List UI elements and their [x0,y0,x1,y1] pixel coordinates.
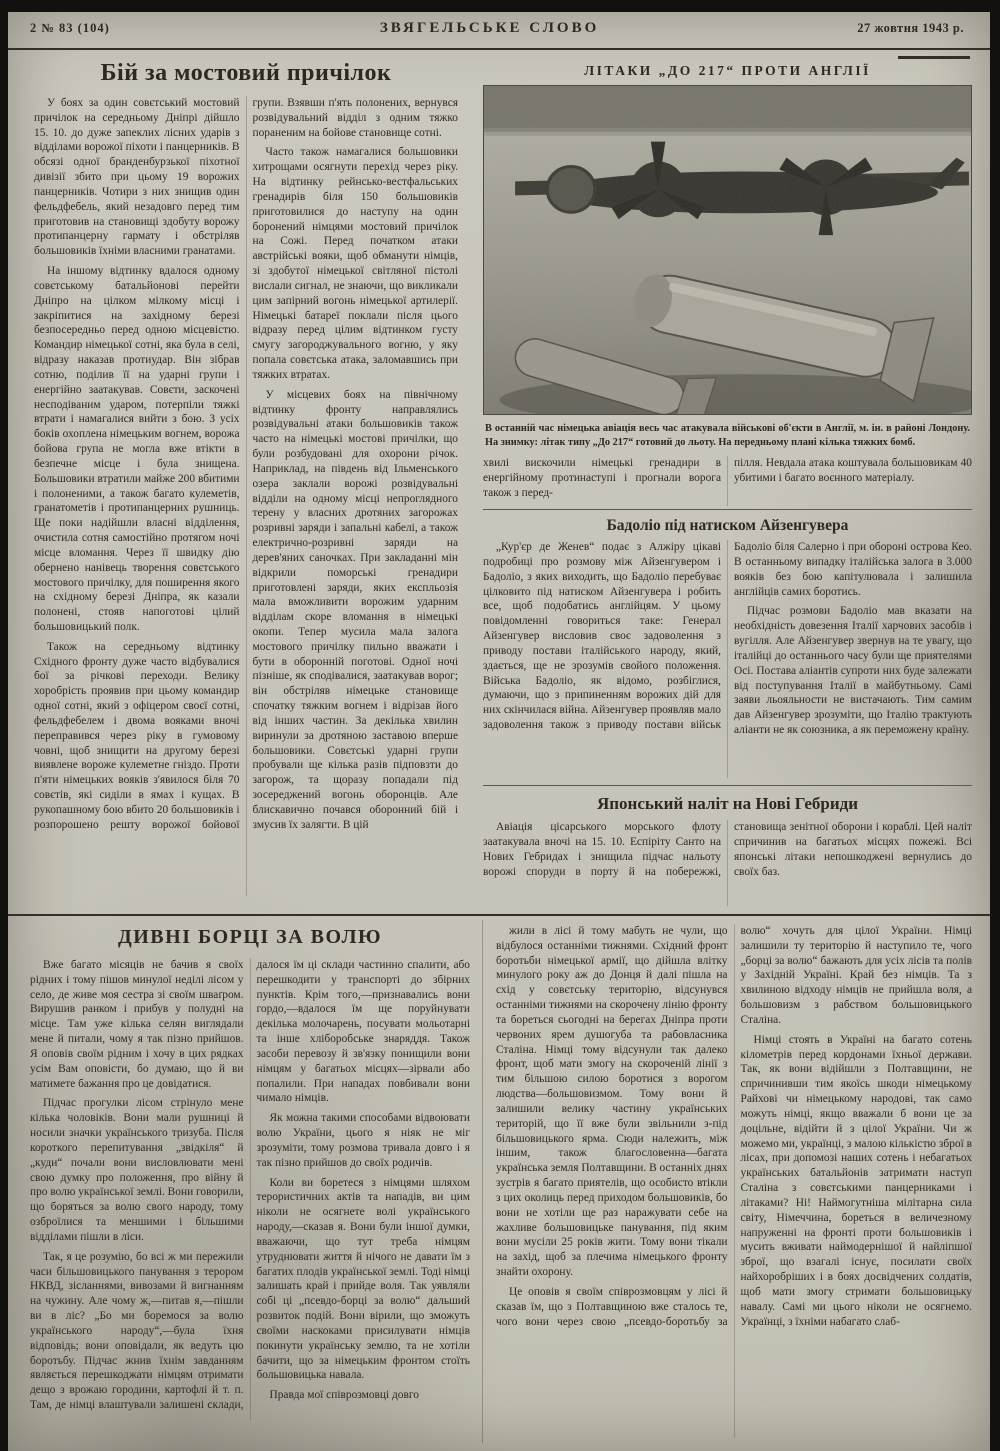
article-bridgehead-title: Бій за мостовий причілок [100,60,392,86]
article-japan [483,785,972,906]
paragraph: Німці стоять в Україні на багато сотень кілометрів перед кордонами їхньої держави. Так, як вони відійшли з Полтавщини, не спричинивши тим якоїсь шкоди німецькому Райхові чи німецькому народові, так само можуть німці, якщо вважали б вони це за доцільне, відійти й з цілої України. Чи ж можемо ми, українці, з малою кількістю зброї в лісах, при допомозі наших сотень і небагатьох українських батальйонів затримати наступ Сталіна з совєтськими панцерниками і літаками? Ні! Наймогутніша мілітарна сила світу, Німеччина, бореться в величезному напруженні на фронті проти большовиків і мусить вживати наймодернішої й найліпшої зброї, що взагалі існує, посилати своїх найхоробріших і в боях досвідчених солдатів, щоб мати змогу стримати большовицьку навалу. Самі ми цього ніколи не осягнемо. Українці, з їхніми набагато слаб- [740,1033,972,1328]
paragraph: На іншому відтинку вдалося одному совєтському батальйонові перейти Дніпро на цілком мілкому місці і закріпитися на західному березі безпосередньо перед одною місцевістю. Командир німецької сотні, яка була в селі, відразу наказав протиудар. Він зібрав сотню, поділив її на ударні групи і енергійно заатакував. Совєти, заскочені несподіваним ударом, потерпіли тяжкі втрати і намагалися вийти з бою. З усіх боків охоплена німецьким вогнем, ворожа бойова група не могла вже втікти в безпечне місце і була знищена. Большовики втратили майже 200 вбитими і полоненими, а також багато кулеметів, гранатометів і протипанцерних рушниць. Ще поки надійшли власні відділення, очистила сотня самостійно протягом ночі місце вломання. Через її швидку дію обернено нанівець творення совєтського мостового причілку, для поширення якого на східному березі Дніпра, як казали полонені, стояв напоготові цілий большовицький полк. [34,265,240,633]
issue-number: 2 № 83 (104) [30,21,110,35]
planes-headline: ЛІТАКИ „ДО 217“ ПРОТИ АНГЛІЇ [584,63,871,78]
paragraph: Вже багато місяців не бачив я своїх рідних і тому пішов минулої неділі лісом у село, де живе моя сестра зі своїм шваґром. Вирушив ранком і прибув у полудні на місце. Там уже кілька селян виглядали мене й питали, чому я так пізно прийшов. Я оповів своїм рідним і хочу в цих рядках усім Вам оповісти, бо думаю, що й ви матимете бажання про це довідатися. [30,959,244,1090]
article-bridgehead-body [34,96,458,896]
article-badoglio [483,510,972,778]
article-bridgehead [8,50,466,914]
issue-date: 27 жовтня 1943 р. [857,21,964,35]
airplane-photo [483,85,972,415]
decorative-rule [898,56,970,59]
paragraph: „Кур'єр де Женев“ подає з Алжіру цікаві подробиці про розмову між Айзенгувером і Бадоліо, з яких виходить, що Бадоліо перебуває цілковито під натиском Айзенгувера і робить все, щоб подобатись англійцям. У цьому повідомленні говориться таке: Генерал Айзенгувер висловив своє задоволення з приводу постави італійського народу, який, здається, ще не зрозумів свойого положення. Війська Бадоліо, як відомо, розбіглися, думаючи, що з припиненням ворожих дій для них скінчилася війна. Айзенгувер проявляв мало задоволення також з приводу постави військ Бадоліо біля Салерно і при обороні острова Кео. В останньому випадку італійська залога в 3.000 вояків без бою капітулювала і залишила англійців самих боротись. [483,541,972,732]
do217-bomber-illustration [484,86,971,414]
article-fighters-body-right [496,924,972,1438]
article-fighters-title: ДИВНІ БОРЦІ ЗА ВОЛЮ [117,926,383,948]
paragraph: Підчас розмови Бадоліо мав вказати на необхідність довезення Італії харчових засобів і вугілля. Але Айзенгувер звернув на те увагу, що італійці до останнього часу були ще приятелями Осі. Постава аліантів супроти них буде залежати від поступування Італії в майбутньому. Самі заяви льояльности не вистачають. Тим самим дав Айзенгувер зрозуміти, що Італію трактують аліанти не як союзника, а як переможену країну. [734,605,972,737]
paragraph: Часто також намагалися большовики хитрощами осягнути перехід через ріку. На відтинку рейнсько-вестфальських гренадирів біля 150 большовиків приготовилися до наступу на один боронений німцями мостовий причілок на Сожі. Перед початком атаки австрійські вояки, щоб обманути німців, зі здобутої німецької світляної пістолі вислали сигнал, не знаючи, що викликали цим запірний вогонь німецької артилерії. Німецькі батареї поклали після цього відразу перед цілим відтинком густу смугу загороджувального вогню, у яку попала совєтська атака, заломавшись при тяжких втратах. [252,146,458,381]
paragraph: Також на середньому відтинку Східного фронту дуже часто відбувалися бої за річкові переходи. Велику хоробрість проявив при цьому командир одної сотні, який з офіцером своєї сотні, фельдфебелем і двома вояками вночі переправився через ріку в гумовому човні, щоб знищити на другому березі виявлене вороже кулеметне гніздо. Проти п'яти німецьких вояків з'явилося біля 70 совєтів, які сиділи в ямах і кущах. В рукопашному бою вбито 20 большовиків і розпорошено решту ворожої бойової групи. Взявши п'ять полонених, вернувся розвідувальний відділ з одним тяжко пораненим на бойове становище сотні. [34,97,458,831]
column-divider [469,50,470,914]
planes-continuation [483,456,972,510]
paragraph: Коли ви боретеся з німцями шляхом терористичних актів та нападів, ви цим ніколи не осягнете волі українського народу,—сказав я. Вони були іншої думки, вважаючи, що тут треба німцям утруднювати життя й нічого не давати їм з багатих плодів української землі. Тоді німці залишать край і прийде воля. Так уявляли собі ці „псевдо-борці за волю“ дальший розвиток подій. Вони вірили, що зможуть своїми наскоками присилувати німців покинути українську землю, та не хотіли бачити, що за німецьким фронтом стоїть большовицька навала. [256,1176,470,1382]
article-japan-body [483,820,972,906]
article-fighters [30,920,482,1443]
main-content [8,50,990,914]
paragraph: Так, я це розумію, бо всі ж ми пережили часи більшовицького панування з терором НКВД, зісланнями, вивозами й вигнанням на чужину. Але чому ж,—питав я,—пішли ви в ліс? „Бо ми боремося за волю українського народу“,—була їхня відповідь; вони оповідали, як ведуть цю боротьбу. Підчас жнив їхнім завданням являється перешкоджати німцям отримати дещо з врожаю городини, картофлі й т. п. Там, де німці влаштували залишені склади, далося їм ці склади частинно спалити, або перешкодити у транспорті до збірних пунктів. Крім того,—признавались вони гордо,—вдалося їм ще поруйнувати декілька молочарень, посувати мольотарні та інше хліборобське знаряддя. Також засоби перевозу й зв'язку понищили вони німцям у багатьох місцях—зірвали або попалили. При нападах повбивали вони чимало німців. [30,959,470,1412]
page-header [8,12,990,50]
article-japan-title: Японський наліт на Нові Гебриди [596,794,859,814]
article-badoglio-title: Бадоліо під натиском Айзенгувера [606,517,849,535]
paragraph: пілля. Невдала атака коштувала большовикам 40 убитими і багато воєнного матеріалу. [734,457,972,484]
article-badoglio-body [483,540,972,778]
paragraph: жили в лісі й тому мабуть не чули, що відбулося останніми тижнями. Східний фронт боротьби німецької армії, що дійшла влітку минулого року аж до Донця й далі пішла на схід у совєтську територію, відсунувся останніми тижнями на скорочену лінію фронту та бореться сьогодні на берегах Дніпра проти червоних ярем душогуба та рабовласника Сталіна. Німці тому відсунули так далеко фронт, щоб мати змогу на скороченій лінії з тим більшою силою боротися з ворогом людства—большовизмом. Тому вони й залишили велику частину українських територій, що її вже були звільнили з-під більшовицького ярма. Сюди належить, між іншим, також благословенна—багата українська земля Полтавщини. В останніх днях зустрів я багато приятелів, що особисто втікли з цих околиць перед приходом большовиків, бо вони не хотіли ще раз наражувати себе на жахливе большовицьке панування, під яким вони мусіли 25 років жити. Тому вони тікали на захід, щоб за плечима німецького фронту знайти охорону. [496,925,728,1279]
paragraph: хвилі вискочили німецькі гренадири в енергійному протинаступі і прогнали ворога також з перед- [483,457,721,499]
paragraph: У місцевих боях на північному відтинку фронту направлялись розвідувальні атаки большовиків також часто на німецькі мостові причілки, що були розбудовані для охорони річок. Наприклад, на південь від Ільменського озера заклали ворожі розвідувальні відділи на одному місці непроглядного терену у власних дротяних загорожах розривні заряди і запальні кабелі, а також електрично-розривні заряди на дерев'яних саночках. При закладанні мін відкрили поморські гренадири приготовлені заряди, яких експльозія мала вможливити ворожим ударним відділам скоре вломання в німецькі окопи. Тепер мусила мала залога мостового причілку пильно вважати і бути в оборонній поготові. Одної ночі пізніше, як сподівалися, заатакував ворог; він обстріляв німецьке становище спочатку тяжким вогнем і відрізав його від інших частин. За декілька хвилин виринули за дротяною заставою вперше большовики. Совєтські ударні групи пробували ще кілька разів підповзти до загорож, та щоразу попадали під зосереджений вогонь оборонців. Але блискавично почався оборонний бій і змусив їх залягти. В цій [252,388,458,831]
article-fighters-body-left [30,958,470,1420]
newspaper-page [8,12,990,1451]
article-planes [473,50,990,914]
paragraph: Авіація цісарського морського флоту заатакувала вночі на 15. 10. Еспіріту Санто на Нових Гебридах і знищила підчас нальоту ворожі споруди в порту й на побережжі, становища зенітної оборони і кораблі. Цей наліт спричинив на багатьох місцях пожежі. Всі японські літаки непошкоджені вернулись до своїх баз. [483,821,972,878]
paragraph: Правда мої співрозмовці довго [269,1389,419,1402]
bottom-section [8,914,990,1451]
paragraph: Підчас прогулки лісом стрінуло мене кілька чоловіків. Вони мали рушниці й носили значки українського тризуба. Після короткого перепитування „звідкіля“ й „куди“ почали вони висловлювати мені свою думку про положення, про війну й про волю української землі. Вони говорили, що боряться за волю свого народу, тому озброїлися та меншими і більшими відділами пішли в ліси. [30,1097,244,1243]
article-fighters-continuation [482,920,972,1443]
paragraph: Це оповів я своїм співрозмовцям у лісі й сказав їм, що з Полтавщиною вже сталось те, чого вони через свою „псевдо-боротьбу за волю“ хочуть для цілої України. Німці залишили ту територію й наступило те, чого „борці за волю“ бажають для усіх лісів та полів у Західній Україні. Край без німців. Та з хвилиною відходу німців не прийшла воля, а большовизм з рабством большовицького Сталіна. [496,925,972,1328]
paragraph: У боях за один совєтський мостовий причілок на середньому Дніпрі дійшло 15. 10. до дуже запеклих лісних ударів з відділами ворожої піхоти і панцерників. В обсязі одної бранденбурзької піхотної дивізії збито при цьому 19 ворожих панцерників. Чотири з них знищив один фельдфебель, який незадовго перед тим приготовив на становищі здобуту ворожу протипанцерну гармату і обстріляв большовиків їхніми власними гранатами. [34,97,240,258]
photo-caption: В останній час німецька авіація весь час атакувала військові об'єкти в Англії, м. ін. в районі Лондону. На знимку: літак типу „До 217“ готовий до льоту. На передньому плані кілька тяжких бомб. [485,423,970,448]
masthead: ЗВЯГЕЛЬСЬКЕ СЛОВО [379,20,600,36]
paragraph: Як можна такими способами відвоювати волю України, цього я ніяк не міг зрозуміти, тому розмова тривала довго і я так пізно прийшов до своїх родичів. [256,1112,470,1169]
